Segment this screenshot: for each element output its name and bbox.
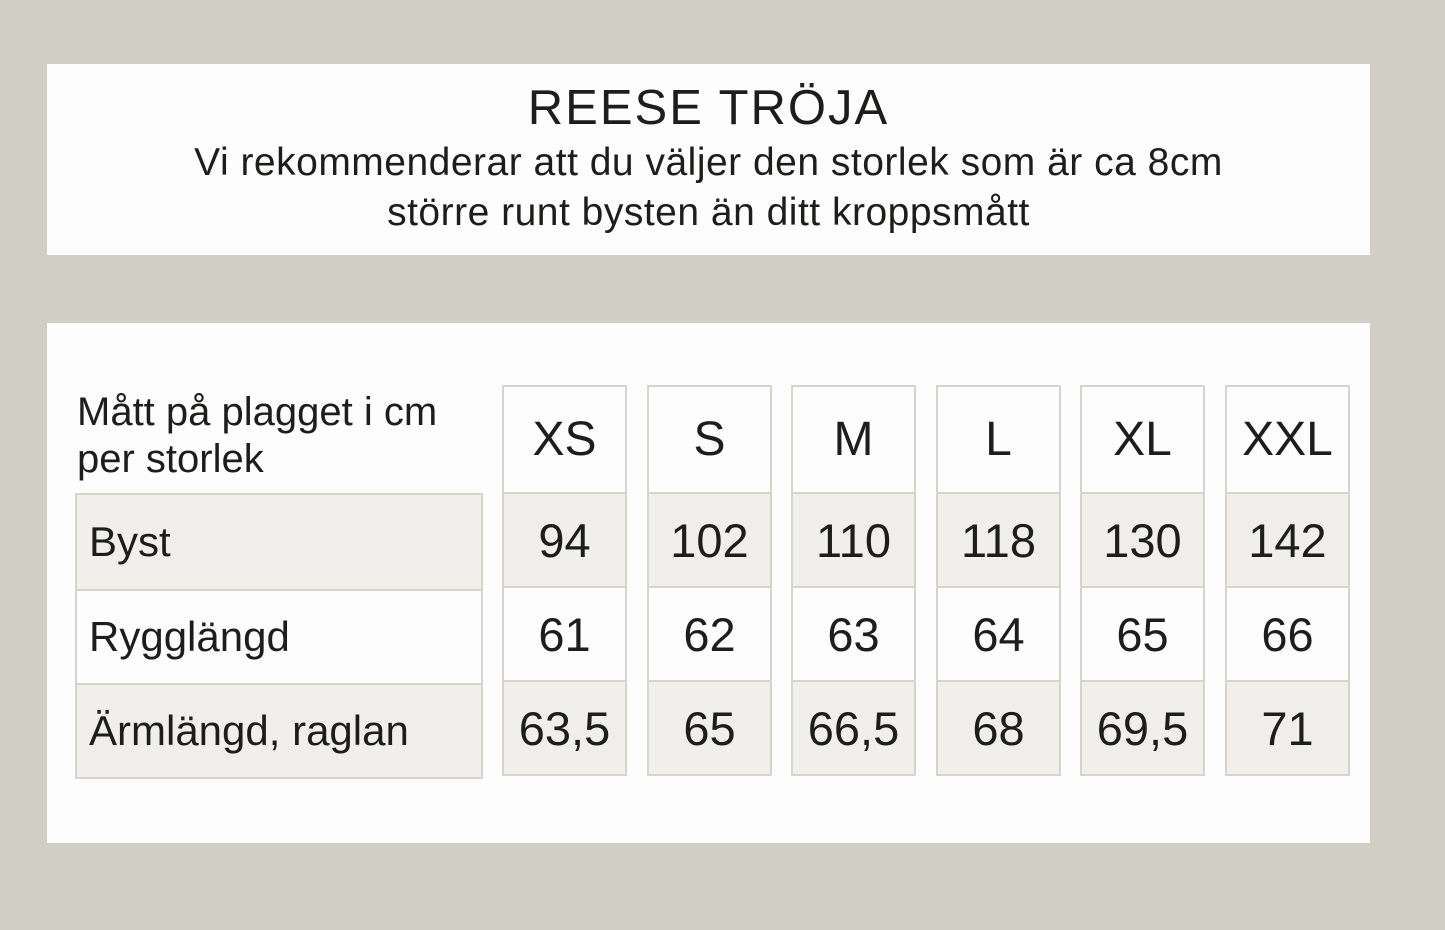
rygglangd-value-xs: 61: [504, 586, 625, 680]
size-header-xs: XS: [532, 413, 597, 466]
rygglangd-value-xxl: 66: [1227, 586, 1348, 680]
rygglangd-value-xl: 65: [1082, 586, 1203, 680]
row-label-byst: Byst: [77, 495, 481, 589]
row-label-armlangd: Ärmlängd, raglan: [77, 683, 481, 777]
rygglangd-value-l: 64: [938, 586, 1059, 680]
size-header-m: M: [833, 413, 874, 466]
rygglangd-value-s: 62: [649, 586, 770, 680]
armlangd-value-m: 66,5: [793, 680, 914, 774]
byst-value-l: 118: [938, 492, 1059, 586]
size-column-xs: [502, 385, 627, 776]
armlangd-value-xxl: 71: [1227, 680, 1348, 774]
measurements-heading: Mått på plagget i cm per storlek: [77, 390, 438, 481]
row-label-rygglangd: Rygglängd: [77, 589, 481, 683]
byst-value-s: 102: [649, 492, 770, 586]
size-column-s: [647, 385, 772, 776]
armlangd-value-s: 65: [649, 680, 770, 774]
measurement-labels-column: [75, 493, 483, 779]
size-table-panel: [47, 323, 1370, 843]
size-recommendation-line-2: större runt bysten än ditt kroppsmått: [387, 191, 1030, 234]
size-recommendation-text: [47, 138, 1370, 238]
byst-value-xxl: 142: [1227, 492, 1348, 586]
size-header-l: L: [985, 413, 1012, 466]
armlangd-value-xl: 69,5: [1082, 680, 1203, 774]
page-title: REESE TRÖJA: [527, 81, 890, 135]
header-panel: [47, 64, 1370, 255]
size-column-xxl: [1225, 385, 1350, 776]
size-header-s: S: [693, 413, 726, 466]
size-column-l: [936, 385, 1061, 776]
byst-value-xs: 94: [504, 492, 625, 586]
byst-value-xl: 130: [1082, 492, 1203, 586]
size-column-m: [791, 385, 916, 776]
size-header-xxl: XXL: [1242, 413, 1333, 466]
armlangd-value-xs: 63,5: [504, 680, 625, 774]
size-column-xl: [1080, 385, 1205, 776]
byst-value-m: 110: [793, 492, 914, 586]
size-recommendation-line-1: Vi rekommenderar att du väljer den storlek som är ca 8cm: [194, 141, 1223, 184]
size-header-xl: XL: [1113, 413, 1172, 466]
rygglangd-value-m: 63: [793, 586, 914, 680]
armlangd-value-l: 68: [938, 680, 1059, 774]
